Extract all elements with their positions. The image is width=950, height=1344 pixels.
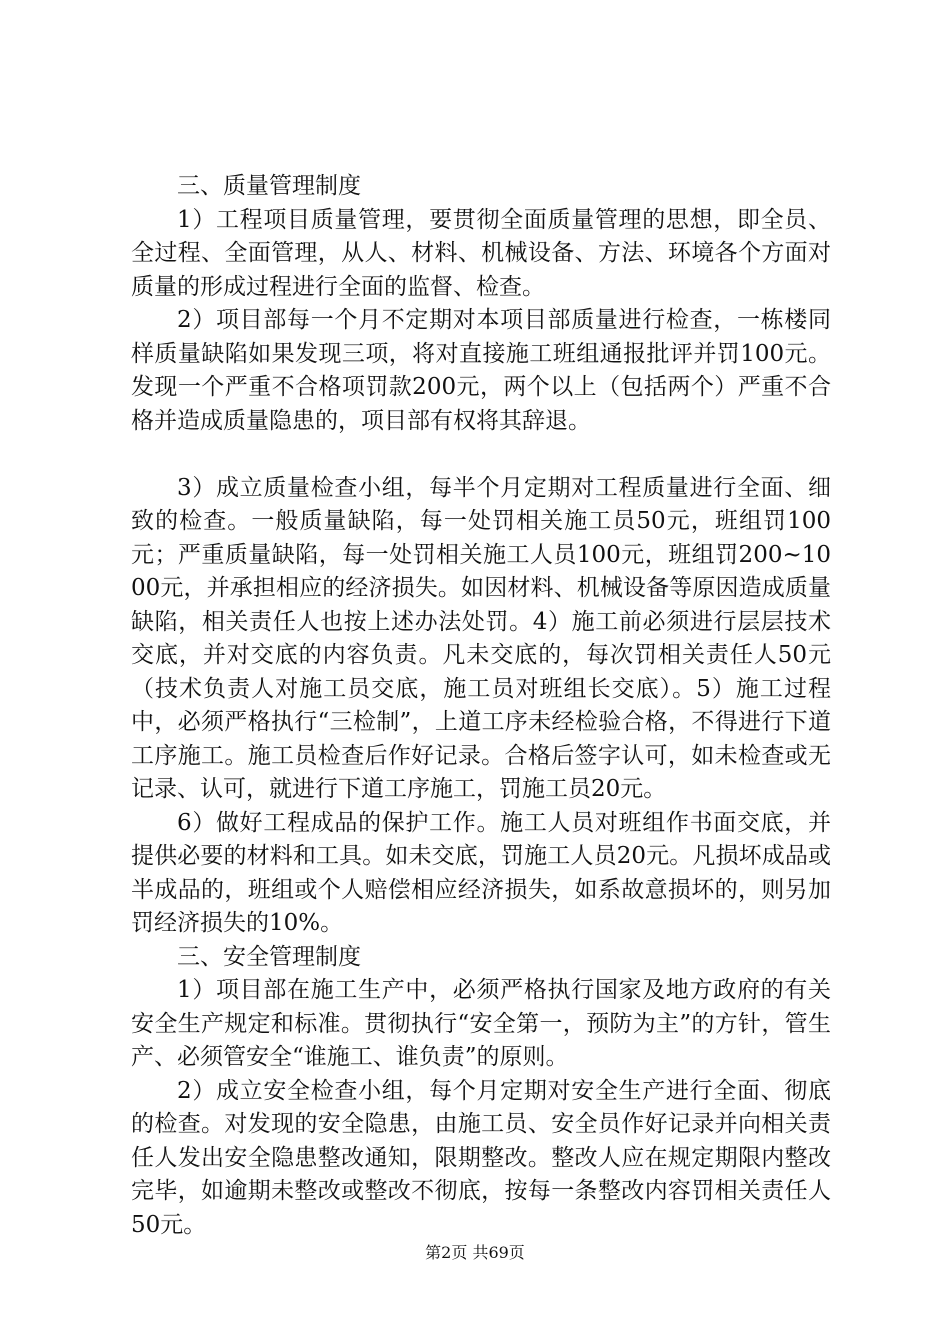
paragraph-safety-2: 2）成立安全检查小组，每个月定期对安全生产进行全面、彻底的检查。对发现的安全隐患，由施工员、安全员作好记录并向相关责任人发出安全隐患整改通知，限期整改。整改人应在规定期限内整改完毕，如逾期未整改或整改不彻底，按每一条整改内容罚相关责任人50元。 [131, 1077, 831, 1238]
paragraph-quality-2: 2）项目部每一个月不定期对本项目部质量进行检查，一栋楼同样质量缺陷如果发现三项，将对直接施工班组通报批评并罚100元。发现一个严重不合格项罚款200元，两个以上（包括两个）严重不合格并造成质量隐患的，项目部有权将其辞退。 [131, 307, 831, 434]
page-footer: 第2页 共69页 [425, 1243, 525, 1262]
section-heading-quality: 三、质量管理制度 [177, 173, 361, 199]
paragraph-quality-1: 1）工程项目质量管理，要贯彻全面质量管理的思想，即全员、全过程、全面管理，从人、材料、机械设备、方法、环境各个方面对质量的形成过程进行全面的监督、检查。 [131, 206, 831, 300]
paragraph-quality-3-5: 3）成立质量检查小组，每半个月定期对工程质量进行全面、细致的检查。一般质量缺陷，每一处罚相关施工员50元，班组罚100元；严重质量缺陷，每一处罚相关施工人员100元，班组罚200~1000元，并承担相应的经济损失。如因材料、机械设备等原因造成质量缺陷，相关责任人也按上述办法处罚。4）施工前必须进行层层技术交底，并对交底的内容负责。凡未交底的，每次罚相关责任人50元（技术负责人对施工员交底，施工员对班组长交底）。5）施工过程中，必须严格执行“三检制”，上道工序未经检验合格，不得进行下道工序施工。施工员检查后作好记录。合格后签字认可，如未检查或无记录、认可，就进行下道工序施工，罚施工员20元。 [131, 474, 831, 802]
paragraph-quality-6: 6）做好工程成品的保护工作。施工人员对班组作书面交底，并提供必要的材料和工具。如未交底，罚施工人员20元。凡损坏成品或半成品的，班组或个人赔偿相应经济损失，如系故意损坏的，则另加罚经济损失的10%。 [131, 809, 831, 936]
section-heading-safety: 三、安全管理制度 [177, 943, 361, 970]
paragraph-safety-1: 1）项目部在施工生产中，必须严格执行国家及地方政府的有关安全生产规定和标准。贯彻执行“安全第一，预防为主”的方针，管生产、必须管安全“谁施工、谁负责”的原则。 [131, 977, 831, 1070]
document-body [131, 170, 831, 1242]
